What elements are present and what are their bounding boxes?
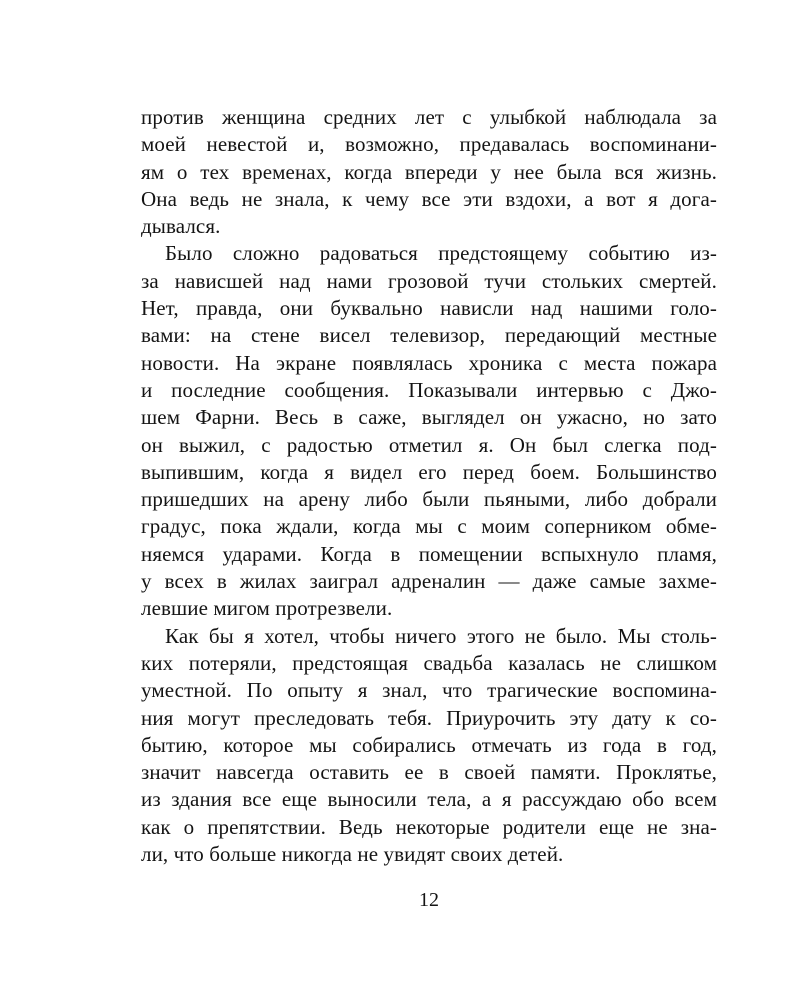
text-line: у всех в жилах заиграл адреналин — даже самые захме-: [141, 569, 717, 594]
text-line: за нависшей над нами грозовой тучи стольких смертей.: [141, 268, 717, 293]
text-line: новости. На экране появлялась хроника с места пожара: [141, 350, 717, 375]
paragraph: [141, 240, 717, 622]
text-line: он выжил, с радостью отметил я. Он был слегка под-: [141, 432, 717, 457]
text-line: и последние сообщения. Показывали интервью с Джо-: [141, 377, 717, 402]
text-line: дывался.: [141, 214, 221, 239]
text-line: шем Фарни. Весь в саже, выглядел он ужасно, но зато: [141, 405, 717, 430]
text-line: пришедших на арену либо были пьяными, либо добрали: [141, 487, 717, 512]
text-line: Было сложно радоваться предстоящему событию из-: [165, 241, 717, 266]
text-line: ли, что больше никогда не увидят своих детей.: [141, 842, 564, 867]
text-line: Как бы я хотел, чтобы ничего этого не было. Мы столь-: [165, 623, 717, 648]
text-line: ния могут преследовать тебя. Приурочить эту дату к со-: [141, 705, 717, 730]
page-number: 12: [419, 889, 439, 911]
text-line: из здания все еще выносили тела, а я рассуждаю обо всем: [141, 787, 717, 812]
paragraph: [141, 623, 717, 869]
paragraph: [141, 104, 717, 240]
page-text: [141, 104, 717, 868]
text-line: уместной. По опыту я знал, что трагические воспомина-: [141, 678, 717, 703]
text-line: градус, пока ждали, когда мы с моим соперником обме-: [141, 514, 717, 539]
text-line: бытию, которое мы собирались отмечать из года в год,: [141, 732, 717, 757]
text-line: Нет, правда, они буквально нависли над нашими голо-: [141, 296, 717, 321]
text-line: значит навсегда оставить ее в своей памяти. Проклятье,: [141, 760, 717, 785]
text-line: левшие мигом протрезвели.: [141, 596, 393, 621]
text-line: моей невестой и, возможно, предавалась воспоминани-: [141, 132, 717, 157]
text-line: Она ведь не знала, к чему все эти вздохи, а вот я дога-: [141, 186, 717, 211]
text-line: ких потеряли, предстоящая свадьба казалась не слишком: [141, 650, 717, 675]
text-line: выпившим, когда я видел его перед боем. Большинство: [141, 459, 717, 484]
text-line: против женщина средних лет с улыбкой наблюдала за: [141, 105, 717, 129]
text-line: няемся ударами. Когда в помещении вспыхнуло пламя,: [141, 541, 717, 566]
text-line: как о препятствии. Ведь некоторые родители еще не зна-: [141, 814, 717, 839]
text-line: ям о тех временах, когда впереди у нее была вся жизнь.: [141, 159, 717, 184]
text-line: вами: на стене висел телевизор, передающий местные: [141, 323, 717, 348]
